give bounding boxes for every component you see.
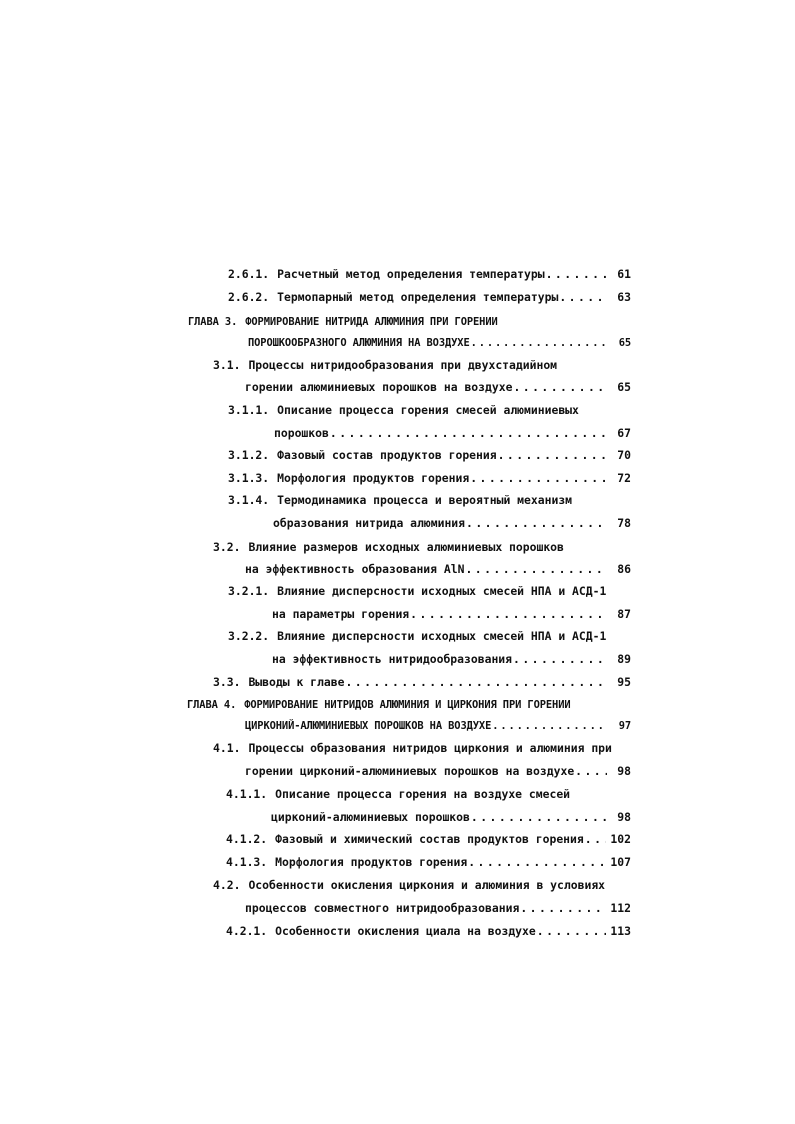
toc-dot-leader bbox=[513, 650, 607, 668]
toc-entry-number: 4.2. bbox=[213, 878, 241, 892]
toc-entry bbox=[226, 785, 631, 803]
toc-entry-title: порошков bbox=[274, 426, 329, 440]
toc-dot-leader bbox=[468, 853, 606, 871]
toc-page-number: 87 bbox=[617, 607, 631, 621]
toc-page-number: 95 bbox=[617, 675, 631, 689]
toc-dot-leader bbox=[330, 424, 607, 442]
toc-entry-number: 3.1.3. bbox=[228, 471, 270, 485]
toc-entry-title: ФОРМИРОВАНИЕ НИТРИДОВ АЛЮМИНИЯ И ЦИРКОНИЯ ПРИ ГОРЕНИИ bbox=[244, 699, 571, 711]
toc-entry bbox=[213, 538, 631, 556]
toc-entry bbox=[272, 650, 631, 668]
toc-page-number: 107 bbox=[610, 855, 631, 869]
toc-entry bbox=[248, 334, 631, 352]
toc-entry bbox=[213, 673, 631, 691]
toc-entry bbox=[245, 762, 631, 780]
toc-dot-leader bbox=[585, 830, 607, 848]
toc-page-number: 63 bbox=[617, 290, 631, 304]
toc-dot-leader bbox=[410, 605, 607, 623]
toc-entry bbox=[228, 627, 631, 645]
toc-entry-title: Особенности окисления циала на воздухе bbox=[275, 924, 536, 938]
toc-dot-leader bbox=[546, 265, 607, 283]
toc-dot-leader bbox=[498, 446, 607, 464]
toc-page-number: 61 bbox=[617, 267, 631, 281]
toc-entry-number: 3.3. bbox=[213, 675, 241, 689]
toc-entry bbox=[228, 582, 631, 600]
toc-entry-title: Процессы нитридообразования при двухстадийном bbox=[248, 358, 558, 372]
toc-entry bbox=[187, 696, 607, 714]
toc-page-number: 86 bbox=[617, 562, 631, 576]
toc-entry bbox=[274, 424, 631, 442]
toc-entry bbox=[213, 876, 631, 894]
toc-entry bbox=[245, 560, 631, 578]
toc-page-number: 65 bbox=[617, 380, 631, 394]
toc-dot-leader bbox=[513, 378, 607, 396]
toc-entry-number: ГЛАВА 3. bbox=[188, 316, 238, 328]
toc-entry-number: 2.6.1. bbox=[228, 267, 270, 281]
toc-entry-title: Морфология продуктов горения bbox=[277, 471, 470, 485]
toc-entry bbox=[245, 899, 631, 917]
toc-entry-number: 4.1.3. bbox=[226, 855, 268, 869]
toc-page-number: 112 bbox=[610, 901, 631, 915]
toc-entry bbox=[228, 401, 631, 419]
toc-entry bbox=[226, 830, 631, 848]
toc-entry-title: горении цирконий-алюминиевых порошков на воздухе bbox=[245, 764, 575, 778]
toc-entry-title: ФОРМИРОВАНИЕ НИТРИДА АЛЮМИНИЯ ПРИ ГОРЕНИИ bbox=[245, 316, 498, 328]
toc-entry bbox=[228, 469, 631, 487]
toc-page-number: 70 bbox=[617, 448, 631, 462]
toc-entry-title: Фазовый состав продуктов горения bbox=[277, 448, 497, 462]
toc-page-number: 98 bbox=[617, 764, 631, 778]
toc-entry bbox=[213, 356, 633, 374]
toc-entry bbox=[245, 717, 631, 735]
toc-entry-title: Влияние дисперсности исходных смесей НПА и АСД-1 bbox=[277, 629, 607, 643]
toc-entry-title: процессов совместного нитридообразования bbox=[245, 901, 520, 915]
toc-page-number: 89 bbox=[617, 652, 631, 666]
toc-entry bbox=[188, 313, 608, 331]
toc-dot-leader bbox=[520, 899, 606, 917]
toc-entry-title: Расчетный метод определения температуры bbox=[277, 267, 545, 281]
toc-entry-title: на параметры горения bbox=[272, 607, 410, 621]
toc-entry bbox=[272, 605, 631, 623]
toc-entry-number: 3.1.4. bbox=[228, 493, 270, 507]
toc-entry-title: Процессы образования нитридов циркония и алюминия при bbox=[248, 741, 612, 755]
toc-entry-title: Описание процесса горения смесей алюминиевых bbox=[277, 403, 579, 417]
toc-entry-title: Термодинамика процесса и вероятный механизм bbox=[277, 493, 573, 507]
toc-entry-title: Морфология продуктов горения bbox=[275, 855, 468, 869]
toc-entry-title: цирконий-алюминиевых порошков bbox=[271, 810, 470, 824]
toc-entry-title: Термопарный метод определения температуры bbox=[277, 290, 559, 304]
toc-dot-leader bbox=[471, 334, 607, 352]
toc-entry-number: 3.1.1. bbox=[228, 403, 270, 417]
toc-entry-number: 3.1. bbox=[213, 358, 241, 372]
toc-entry bbox=[226, 853, 631, 871]
toc-dot-leader bbox=[559, 288, 607, 306]
toc-entry-title: Влияние размеров исходных алюминиевых порошков bbox=[248, 540, 564, 554]
toc-entry-number: 4.1. bbox=[213, 741, 241, 755]
toc-entry-number: 4.1.1. bbox=[226, 787, 268, 801]
toc-entry bbox=[273, 514, 631, 532]
toc-page-number: 65 bbox=[618, 337, 631, 349]
toc-entry-title: на эффективность образования AlN bbox=[245, 562, 465, 576]
toc-page-number: 67 bbox=[617, 426, 631, 440]
toc-entry-number: 3.2. bbox=[213, 540, 241, 554]
toc-dot-leader bbox=[575, 762, 607, 780]
toc-entry-number: 3.2.1. bbox=[228, 584, 270, 598]
toc-entry bbox=[271, 808, 631, 826]
toc-entry bbox=[228, 491, 631, 509]
toc-entry-title: образования нитрида алюминия bbox=[273, 516, 466, 530]
toc-entry-number: 4.1.2. bbox=[226, 832, 268, 846]
toc-entry-title: ПОРОШКООБРАЗНОГО АЛЮМИНИЯ НА ВОЗДУХЕ bbox=[248, 337, 470, 349]
toc-entry bbox=[213, 739, 631, 757]
toc-dot-leader bbox=[492, 717, 607, 735]
toc-entry bbox=[228, 446, 631, 464]
toc-dot-leader bbox=[345, 673, 607, 691]
toc-entry bbox=[226, 922, 631, 940]
toc-entry-number: 2.6.2. bbox=[228, 290, 270, 304]
toc-entry bbox=[245, 378, 631, 396]
toc-dot-leader bbox=[470, 469, 607, 487]
toc-dot-leader bbox=[466, 514, 607, 532]
toc-dot-leader bbox=[465, 560, 607, 578]
toc-entry-title: Выводы к главе bbox=[248, 675, 345, 689]
toc-dot-leader bbox=[471, 808, 607, 826]
toc-entry-title: Особенности окисления циркония и алюминия в условиях bbox=[248, 878, 606, 892]
toc-page-number: 72 bbox=[617, 471, 631, 485]
toc-page-number: 98 bbox=[617, 810, 631, 824]
toc-page-number: 102 bbox=[610, 832, 631, 846]
toc-page-number: 78 bbox=[617, 516, 631, 530]
toc-entry bbox=[228, 288, 631, 306]
toc-entry-number: 3.1.2. bbox=[228, 448, 270, 462]
toc-entry-title: Описание процесса горения на воздухе смесей bbox=[275, 787, 571, 801]
toc-dot-leader bbox=[537, 922, 607, 940]
toc-page-number: 113 bbox=[610, 924, 631, 938]
toc-entry-title: Фазовый и химический состав продуктов горения bbox=[275, 832, 584, 846]
toc-entry-title: горении алюминиевых порошков на воздухе bbox=[245, 380, 513, 394]
toc-page-number: 97 bbox=[618, 720, 631, 732]
toc-entry-title: ЦИРКОНИЙ-АЛЮМИНИЕВЫХ ПОРОШКОВ НА ВОЗДУХЕ bbox=[245, 720, 492, 732]
toc-entry-number: 3.2.2. bbox=[228, 629, 270, 643]
toc-entry-number: ГЛАВА 4. bbox=[187, 699, 237, 711]
toc-entry-title: на эффективность нитридообразования bbox=[272, 652, 513, 666]
toc-entry bbox=[228, 265, 631, 283]
toc-entry-title: Влияние дисперсности исходных смесей НПА и АСД-1 bbox=[277, 584, 607, 598]
toc-entry-number: 4.2.1. bbox=[226, 924, 268, 938]
